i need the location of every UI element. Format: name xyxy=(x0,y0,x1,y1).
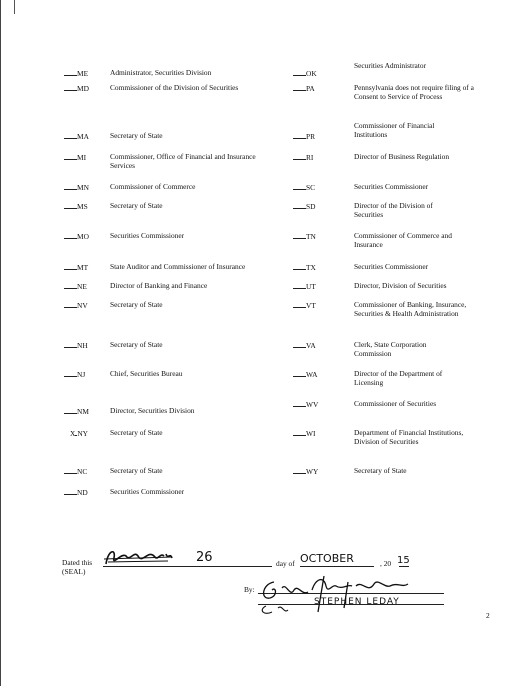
state-code: MD xyxy=(77,84,89,93)
checkbox-blank[interactable] xyxy=(293,300,306,308)
checkbox-blank[interactable] xyxy=(293,340,306,348)
checkbox-blank[interactable] xyxy=(293,399,306,407)
official-title: Director of the Department of Licensing xyxy=(354,369,443,387)
official-title: Secretary of State xyxy=(110,201,163,210)
state-code: WI xyxy=(306,429,316,438)
official-title: Commissioner of Financial Institutions xyxy=(354,121,435,139)
official-title: Secretary of State xyxy=(110,428,163,437)
official-title: Secretary of State xyxy=(110,466,163,475)
page-left-edge xyxy=(0,0,1,686)
checkbox-blank[interactable] xyxy=(293,466,306,474)
state-code: NY xyxy=(77,429,89,438)
official-title: Director of the Division of Securities xyxy=(354,201,433,219)
checkbox-blank[interactable] xyxy=(64,201,77,209)
year-prefix: , 20 xyxy=(380,559,392,568)
official-title: Securities Commissioner xyxy=(354,182,429,191)
official-title: State Auditor and Commissioner of Insurance xyxy=(110,262,246,271)
official-title: Secretary of State xyxy=(110,300,163,309)
checkbox-blank[interactable] xyxy=(293,201,306,209)
checkbox-blank[interactable] xyxy=(64,231,77,239)
state-code: WA xyxy=(306,370,318,379)
official-title: Secretary of State xyxy=(354,466,407,475)
checkbox-blank[interactable] xyxy=(64,131,77,139)
state-code: OK xyxy=(306,69,317,78)
state-code: MI xyxy=(77,153,87,162)
official-title: Director, Division of Securities xyxy=(354,281,447,290)
state-code: PA xyxy=(306,84,315,93)
state-code: SD xyxy=(306,202,316,211)
state-code: TX xyxy=(306,263,316,272)
official-title: Department of Financial Institutions, Division of Securities xyxy=(354,428,464,446)
state-code: NE xyxy=(77,282,87,291)
state-code: NC xyxy=(77,467,88,476)
state-code: PR xyxy=(306,132,316,141)
checkbox-blank[interactable] xyxy=(64,487,77,495)
state-code: ME xyxy=(77,69,89,78)
official-title: Securities Administrator xyxy=(354,61,427,70)
state-code: VA xyxy=(306,341,316,350)
official-title: Commissioner of Securities xyxy=(354,399,437,408)
official-title: Commissioner, Office of Financial and Insurance Services xyxy=(110,152,256,170)
checkbox-blank[interactable] xyxy=(64,406,77,414)
day-of-label: day of xyxy=(276,559,295,568)
checkbox-blank[interactable] xyxy=(293,428,306,436)
checkbox-blank[interactable] xyxy=(64,369,77,377)
official-title: Clerk, State Corporation Commission xyxy=(354,340,427,358)
official-title: Securities Commissioner xyxy=(110,231,185,240)
checkbox-blank[interactable] xyxy=(64,68,77,76)
checkbox-blank[interactable] xyxy=(293,281,306,289)
checkbox-blank[interactable] xyxy=(293,231,306,239)
handwritten-day: 26 xyxy=(196,550,213,565)
state-code: MO xyxy=(77,232,89,241)
checkbox-blank[interactable] xyxy=(64,466,77,474)
checkbox-blank[interactable] xyxy=(293,182,306,190)
svg-text:15: 15 xyxy=(397,555,410,566)
handwritten-day-scribble xyxy=(100,544,280,570)
checkbox-blank[interactable] xyxy=(293,262,306,270)
state-code: NM xyxy=(77,407,89,416)
state-code: RI xyxy=(306,153,314,162)
official-title: Secretary of State xyxy=(110,131,163,140)
handwritten-year xyxy=(396,550,416,566)
state-code: WV xyxy=(306,400,319,409)
state-code: UT xyxy=(306,282,316,291)
state-code: TN xyxy=(306,232,316,241)
state-code: MS xyxy=(77,202,88,211)
state-code: MA xyxy=(77,132,89,141)
official-title: Chief, Securities Bureau xyxy=(110,369,183,378)
handwritten-signature xyxy=(252,568,452,620)
by-label: By: xyxy=(244,585,255,594)
page-top-mark xyxy=(14,0,15,14)
state-code: NV xyxy=(77,301,88,310)
state-code: NJ xyxy=(77,370,86,379)
handwritten-month xyxy=(296,546,382,568)
official-title: Director of Banking and Finance xyxy=(110,281,208,290)
seal-label: (SEAL) xyxy=(62,567,86,576)
checkbox-blank[interactable] xyxy=(64,262,77,270)
state-code: MN xyxy=(77,183,89,192)
official-title: Director, Securities Division xyxy=(110,406,195,415)
checkbox-blank[interactable] xyxy=(64,281,77,289)
state-code: SC xyxy=(306,183,316,192)
official-title: Commissioner of Commerce and Insurance xyxy=(354,231,452,249)
official-title: Commissioner of Banking, Insurance, Securities & Health Administration xyxy=(354,300,467,318)
svg-text:OCTOBER: OCTOBER xyxy=(300,552,354,565)
official-title: Administrator, Securities Division xyxy=(110,68,212,77)
official-title: Securities Commissioner xyxy=(354,262,429,271)
checkbox-blank[interactable] xyxy=(64,83,77,91)
checkbox-blank[interactable] xyxy=(293,68,306,76)
page-number: 2 xyxy=(486,611,490,620)
checkbox-x-mark[interactable]: X xyxy=(70,429,76,438)
state-code: ND xyxy=(77,488,88,497)
state-code: NH xyxy=(77,341,88,350)
handwritten-signer-name: STEPHEN LEDAY xyxy=(314,597,400,607)
checkbox-blank[interactable] xyxy=(64,182,77,190)
state-code: WY xyxy=(306,467,319,476)
official-title: Commissioner of Commerce xyxy=(110,182,196,191)
official-title: Secretary of State xyxy=(110,340,163,349)
official-title: Securities Commissioner xyxy=(110,487,185,496)
official-title: Director of Business Regulation xyxy=(354,152,450,161)
official-title: Pennsylvania does not require filing of a Consent to Service of Process xyxy=(354,83,474,101)
checkbox-blank[interactable] xyxy=(293,83,306,91)
date-year-line xyxy=(399,566,409,567)
official-title: Commissioner of the Division of Securities xyxy=(110,83,239,92)
state-code: VT xyxy=(306,301,316,310)
dated-label: Dated this xyxy=(62,558,93,567)
checkbox-blank[interactable] xyxy=(64,300,77,308)
checkbox-blank[interactable] xyxy=(64,152,77,160)
checkbox-blank[interactable] xyxy=(293,152,306,160)
state-code: MT xyxy=(77,263,89,272)
checkbox-blank[interactable] xyxy=(64,340,77,348)
checkbox-blank[interactable] xyxy=(293,369,306,377)
checkbox-blank[interactable] xyxy=(293,131,306,139)
